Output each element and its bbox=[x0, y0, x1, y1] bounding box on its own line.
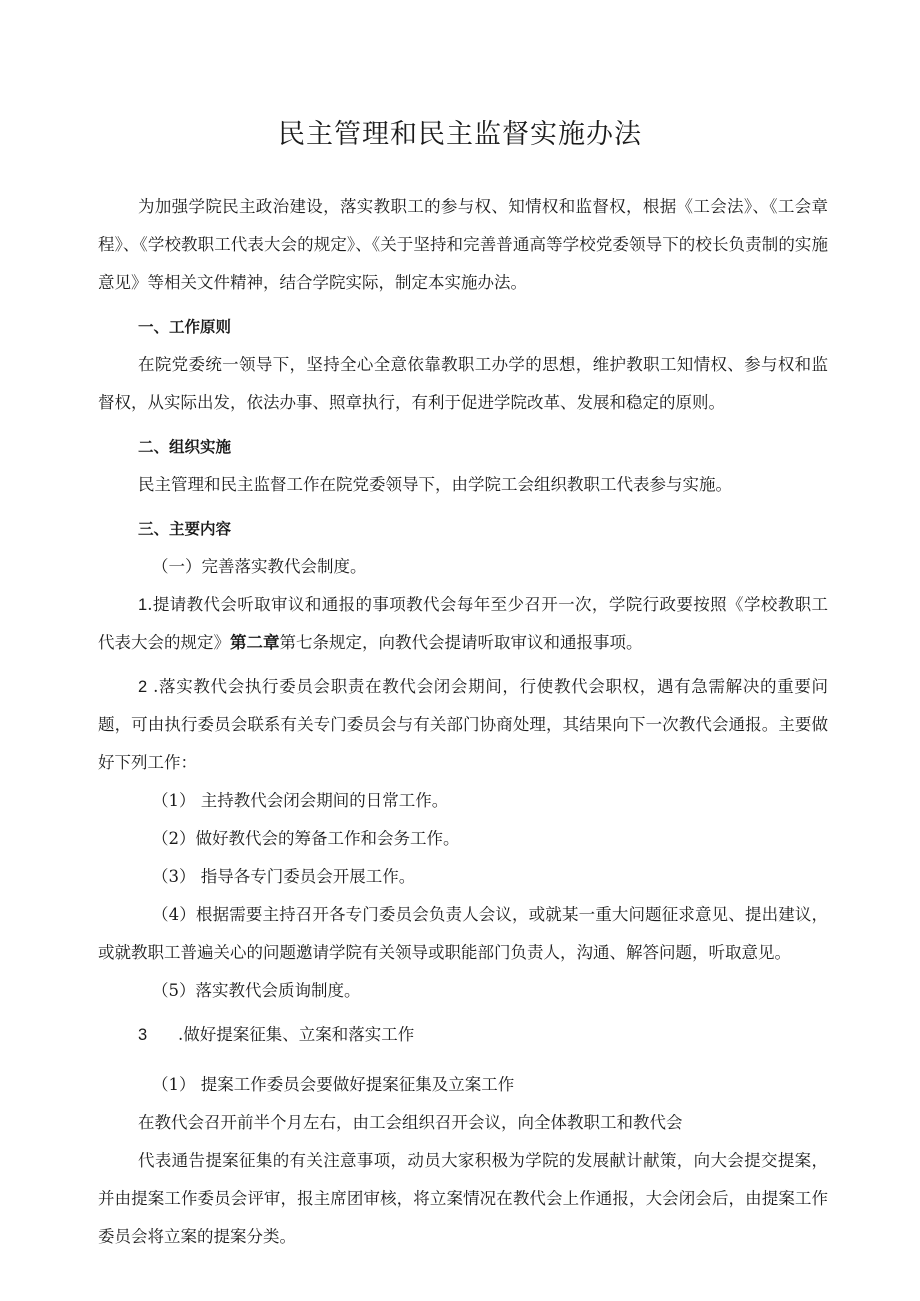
duty-number: （2） bbox=[152, 829, 196, 848]
list-item-1-text-b: 第七条规定，向教代会提请听取审议和通报事项。 bbox=[279, 633, 643, 652]
document-title: 民主管理和民主监督实施办法 bbox=[278, 119, 642, 150]
duty-text: 根据需要主持召开各专门委员会负责人会议，或就某一重大问题征求意见、提出建议，或就教职工普遍关心的问题邀请学院有关领导或职能部门负责人，沟通、解答问题，听取意见。 bbox=[98, 905, 829, 962]
proposal-subitem-text: 提案工作委员会要做好提案征集及立案工作 bbox=[200, 1075, 515, 1094]
duty-item bbox=[98, 896, 828, 972]
list-item-2-text: .落实教代会执行委员会职责在教代会闭会期间，行使教代会职权，遇有急需解决的重要问题，可由执行委员会联系有关专门委员会与有关部门协商处理，其结果向下一次教代会通报。主要做好下列工作： bbox=[98, 677, 828, 772]
duty-item bbox=[98, 972, 828, 1010]
duty-text: 指导各专门委员会开展工作。 bbox=[200, 867, 416, 886]
intro-paragraph: 为加强学院民主政治建设，落实教职工的参与权、知情权和监督权，根据《工会法》、《工会章程》、《学校教职工代表大会的规定》、《关于坚持和完善普通高等学校党委领导下的校长负责制的实施意见》等相关文件精神，结合学院实际，制定本实施办法。 bbox=[98, 197, 828, 292]
duty-number: （3） bbox=[152, 867, 196, 886]
proposal-paragraph-1: 在教代会召开前半个月左右，由工会组织召开会议，向全体教职工和教代会 bbox=[138, 1113, 683, 1132]
list-item-3-text: .做好提案征集、立案和落实工作 bbox=[178, 1025, 415, 1044]
duty-text: 主持教代会闭会期间的日常工作。 bbox=[200, 791, 449, 810]
list-item-2 bbox=[98, 668, 828, 782]
list-item-3-number: 3 bbox=[138, 1026, 148, 1044]
duty-number: （4） bbox=[152, 905, 196, 924]
list-item-1-number: 1 bbox=[138, 596, 148, 614]
duty-item bbox=[98, 858, 828, 896]
list-item-1 bbox=[98, 586, 828, 662]
proposal-paragraph-2: 代表通告提案征集的有关注意事项，动员大家积极为学院的发展献计献策，向大会提交提案，并由提案工作委员会评审，报主席团审核，将立案情况在教代会上作通报，大会闭会后，由提案工作委员会将立案的提案分类。 bbox=[98, 1151, 828, 1246]
section-text-organization: 民主管理和民主监督工作在院党委领导下，由学院工会组织教职工代表参与实施。 bbox=[138, 475, 732, 494]
proposal-subitem-number: （1） bbox=[152, 1075, 196, 1094]
section-heading-organization: 二、组织实施 bbox=[138, 438, 232, 456]
duty-text: 落实教代会质询制度。 bbox=[195, 981, 361, 1000]
list-item-3 bbox=[98, 1016, 828, 1054]
proposal-subitem bbox=[98, 1066, 828, 1104]
duty-number: （1） bbox=[152, 791, 196, 810]
duty-number: （5） bbox=[152, 981, 196, 1000]
list-item-1-bold: 第二章 bbox=[230, 633, 280, 652]
section-heading-principles: 一、工作原则 bbox=[138, 318, 232, 336]
section-text-principles: 在院党委统一领导下，坚持全心全意依靠教职工办学的思想，维护教职工知情权、参与权和监督权，从实际出发，依法办事、照章执行，有利于促进学院改革、发展和稳定的原则。 bbox=[98, 355, 828, 412]
subsection-congress-system: （一）完善落实教代会制度。 bbox=[152, 557, 367, 576]
document-body bbox=[98, 188, 828, 1256]
duty-text: 做好教代会的筹备工作和会务工作。 bbox=[195, 829, 460, 848]
duty-item bbox=[98, 782, 828, 820]
list-item-1-text-a: .提请教代会听取审议和通报的事项教代会每年至少召开一次，学院行政要按照《学校教职工代表大会的规定》 bbox=[98, 595, 828, 652]
list-item-2-number: 2 bbox=[138, 678, 148, 696]
duty-item bbox=[98, 820, 828, 858]
section-heading-main-content: 三、主要内容 bbox=[138, 520, 232, 538]
